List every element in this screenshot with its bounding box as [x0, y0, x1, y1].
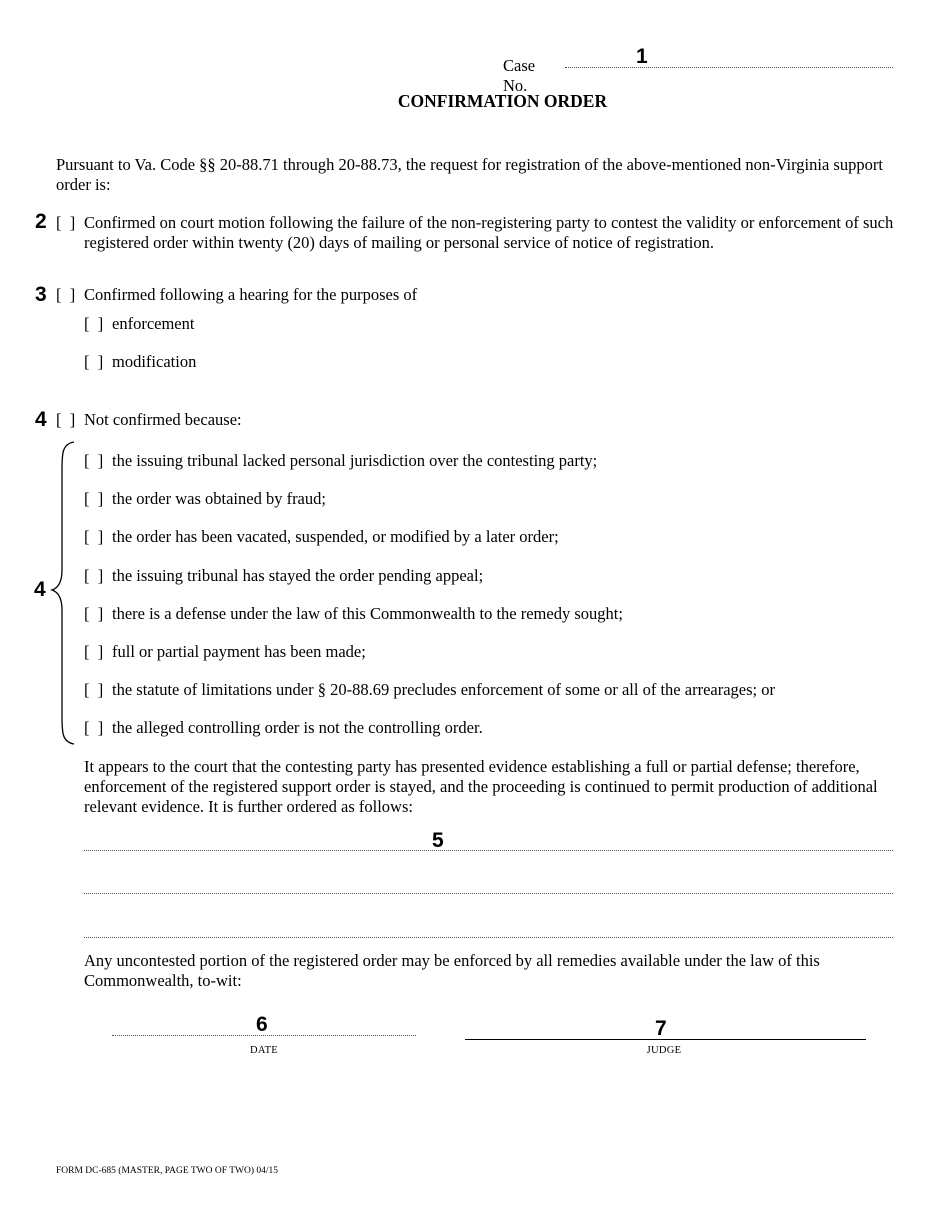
reason-8-text: the alleged controlling order is not the controlling order. — [112, 718, 483, 737]
case-number-marker: 1 — [636, 45, 648, 68]
reason-3-text: the order has been vacated, suspended, or modified by a later order; — [112, 527, 559, 546]
case-number-field[interactable] — [565, 67, 893, 68]
enforcement-checkbox[interactable]: [ ] — [84, 314, 104, 333]
intro-paragraph: Pursuant to Va. Code §§ 20-88.71 through 20-88.73, the request for registration of the above-mentioned non-Virginia support order is: — [56, 155, 883, 194]
option-2-marker: 2 — [35, 210, 47, 233]
reason-8-checkbox[interactable]: [ ] — [84, 718, 104, 737]
reason-7-text: the statute of limitations under § 20-88.69 precludes enforcement of some or all of the arrearages; or — [112, 680, 775, 699]
option-3-marker: 3 — [35, 283, 47, 306]
modification-label: modification — [112, 352, 197, 371]
enforcement-label: enforcement — [112, 314, 195, 333]
option-4-marker: 4 — [35, 408, 47, 431]
further-order-marker: 5 — [432, 829, 444, 852]
option-4-checkbox[interactable]: [ ] — [56, 410, 76, 429]
reason-7-checkbox[interactable]: [ ] — [84, 680, 104, 699]
reason-3-checkbox[interactable]: [ ] — [84, 527, 104, 546]
stay-paragraph: It appears to the court that the contesting party has presented evidence establishing a full or partial defense; therefore, enforcement of the registered support order is stayed, and the proceeding is continued to permit production of additional relevant evidence. It is further ordered as follows: — [84, 757, 878, 816]
reason-5-text: there is a defense under the law of this Commonwealth to the remedy sought; — [112, 604, 623, 623]
judge-marker: 7 — [655, 1017, 667, 1040]
page-title: CONFIRMATION ORDER — [397, 91, 608, 111]
option-2-checkbox[interactable]: [ ] — [56, 213, 76, 232]
further-order-line-2[interactable] — [84, 893, 893, 894]
form-footer: FORM DC-685 (MASTER, PAGE TWO OF TWO) 04/15 — [56, 1166, 279, 1176]
reason-1-checkbox[interactable]: [ ] — [84, 451, 104, 470]
option-4-text: Not confirmed because: — [84, 410, 242, 429]
date-label: DATE — [249, 1045, 279, 1056]
further-order-line-3[interactable] — [84, 937, 893, 938]
reason-4-checkbox[interactable]: [ ] — [84, 566, 104, 585]
reason-2-checkbox[interactable]: [ ] — [84, 489, 104, 508]
reasons-brace-marker: 4 — [34, 578, 46, 601]
option-3-checkbox[interactable]: [ ] — [56, 285, 76, 304]
reasons-brace-icon — [48, 440, 78, 746]
reason-5-checkbox[interactable]: [ ] — [84, 604, 104, 623]
judge-signature-field[interactable] — [465, 1039, 866, 1040]
further-order-line-1[interactable] — [84, 850, 893, 851]
date-marker: 6 — [256, 1013, 268, 1036]
reason-2-text: the order was obtained by fraud; — [112, 489, 326, 508]
uncontested-paragraph: Any uncontested portion of the registered order may be enforced by all remedies available under the law of this Commonwealth, to-wit: — [84, 951, 820, 990]
case-no-label: Case No. — [503, 56, 536, 95]
option-2-text: Confirmed on court motion following the failure of the non-registering party to contest the validity or enforcement of such registered order within twenty (20) days of mailing or personal service of notice of registration. — [84, 213, 894, 252]
reason-6-checkbox[interactable]: [ ] — [84, 642, 104, 661]
option-3-text: Confirmed following a hearing for the purposes of — [84, 285, 418, 304]
reason-1-text: the issuing tribunal lacked personal jurisdiction over the contesting party; — [112, 451, 598, 470]
reason-6-text: full or partial payment has been made; — [112, 642, 366, 661]
judge-label: JUDGE — [646, 1045, 682, 1056]
modification-checkbox[interactable]: [ ] — [84, 352, 104, 371]
date-field[interactable] — [112, 1035, 416, 1036]
reason-4-text: the issuing tribunal has stayed the order pending appeal; — [112, 566, 484, 585]
